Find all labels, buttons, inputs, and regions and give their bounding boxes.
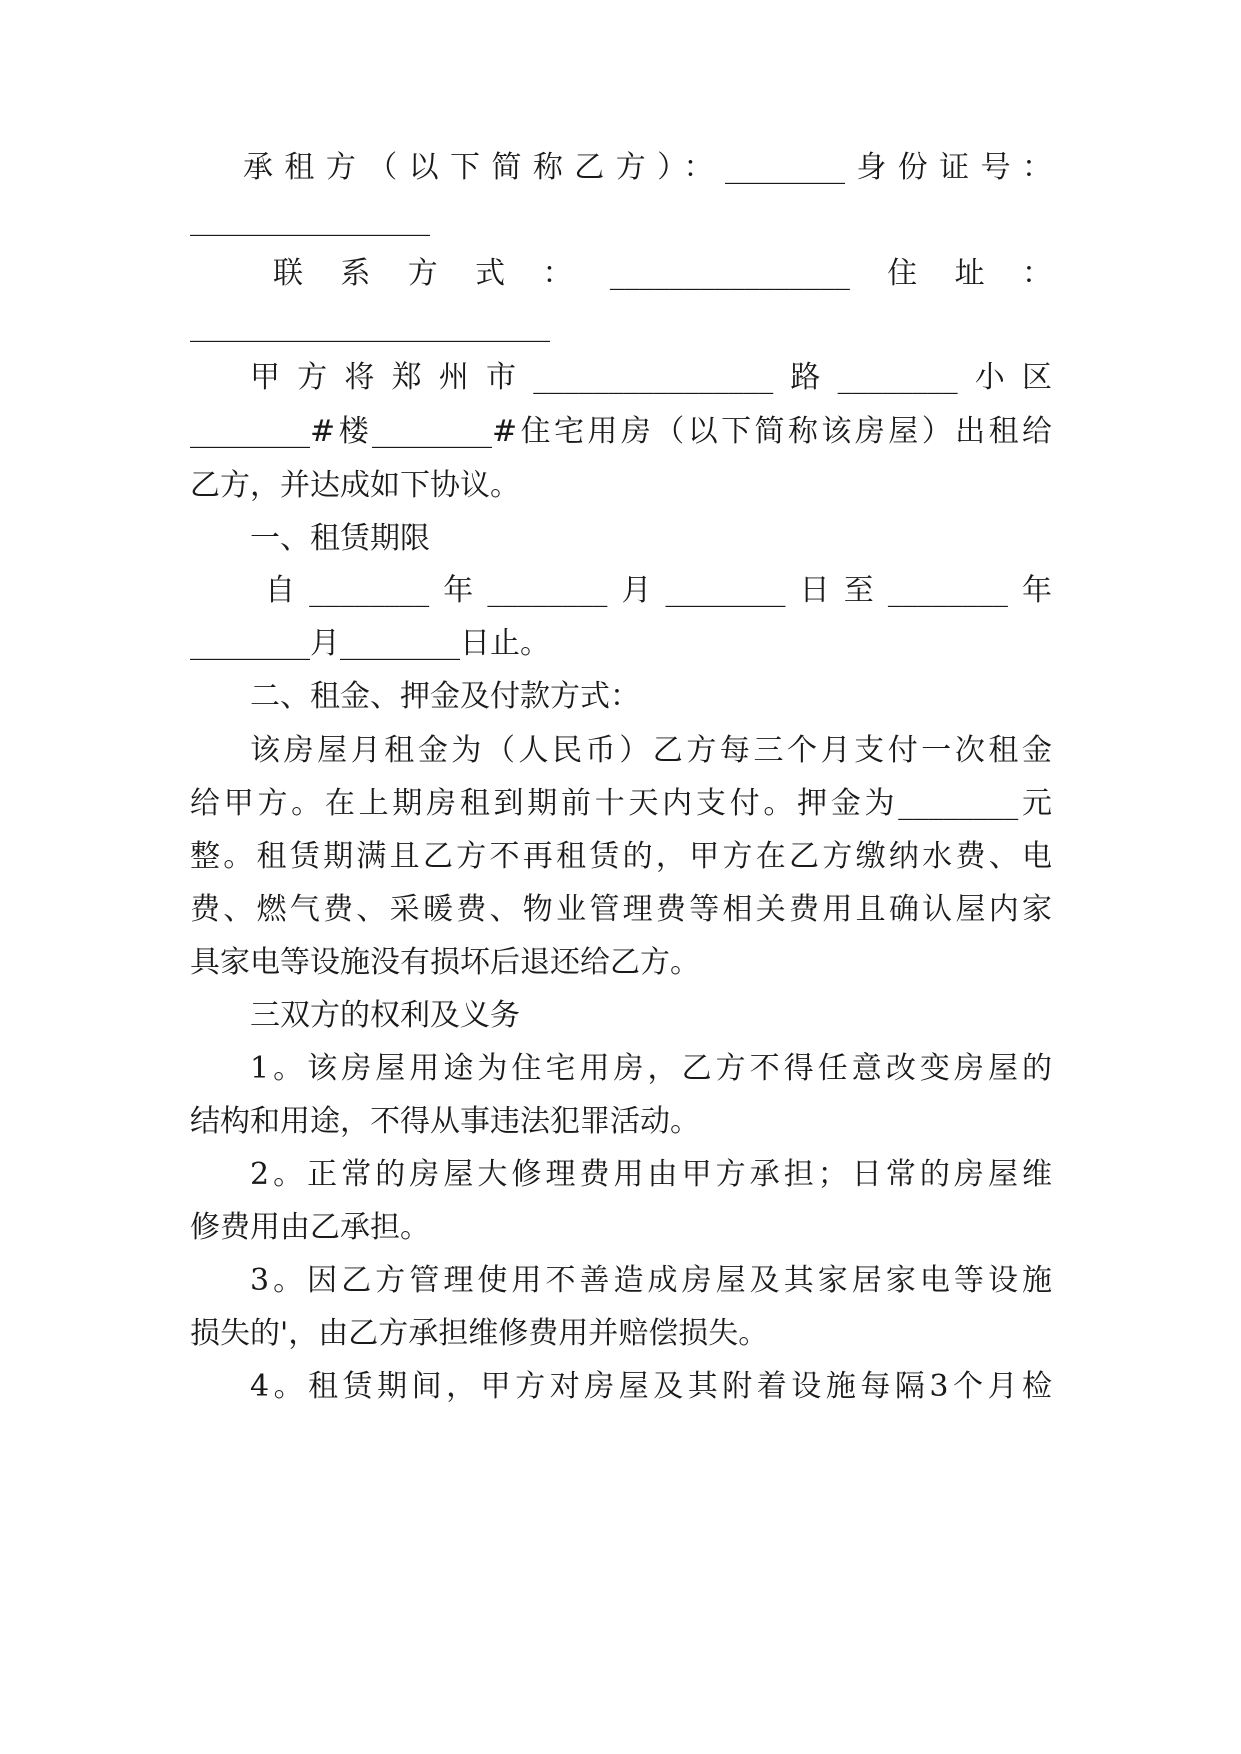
item-3-line-1: 3。因乙方管理使用不善造成房屋及其家居家电等设施	[250, 1263, 1052, 1298]
property-line-1: 甲方将郑州市________________路________小区	[250, 360, 1052, 395]
property-line-2: ________#楼________#住宅用房（以下简称该房屋）出租给	[190, 414, 1052, 449]
property-line-3: 乙方，并达成如下协议。	[190, 468, 520, 503]
address-blank: ________________________	[190, 308, 550, 343]
rent-line-4: 费、燃气费、采暖费、物业管理费等相关费用且确认屋内家	[190, 892, 1052, 927]
item-4-line-1: 4。租赁期间，甲方对房屋及其附着设施每隔3个月检	[250, 1369, 1052, 1404]
item-2-line-1: 2。正常的房屋大修理费用由甲方承担；日常的房屋维	[250, 1157, 1052, 1192]
item-3-line-2: 损失的'，由乙方承担维修费用并赔偿损失。	[190, 1316, 769, 1351]
lessee-line: 承租方（以下简称乙方）：________身份证号：	[243, 150, 1052, 185]
term-line-1: 自________年________月________日至________年	[265, 573, 1052, 608]
section-1-title: 一、租赁期限	[250, 521, 430, 556]
lessee-id-blank: ________________	[190, 202, 430, 237]
section-2-title: 二、租金、押金及付款方式：	[250, 679, 640, 714]
item-2-line-2: 修费用由乙承担。	[190, 1210, 430, 1245]
term-line-2: ________月________日止。	[190, 626, 550, 661]
contact-line: 联系方式：________________住址：	[273, 256, 1052, 291]
item-1-line-1: 1。该房屋用途为住宅用房，乙方不得任意改变房屋的	[250, 1051, 1052, 1086]
rent-line-2: 给甲方。在上期房租到期前十天内支付。押金为________元	[190, 786, 1052, 821]
rent-line-1: 该房屋月租金为（人民币）乙方每三个月支付一次租金	[250, 733, 1052, 768]
section-3-title: 三双方的权利及义务	[250, 998, 520, 1033]
item-1-line-2: 结构和用途，不得从事违法犯罪活动。	[190, 1104, 700, 1139]
rent-line-5: 具家电等设施没有损坏后退还给乙方。	[190, 945, 700, 980]
rent-line-3: 整。租赁期满且乙方不再租赁的，甲方在乙方缴纳水费、电	[190, 839, 1052, 874]
